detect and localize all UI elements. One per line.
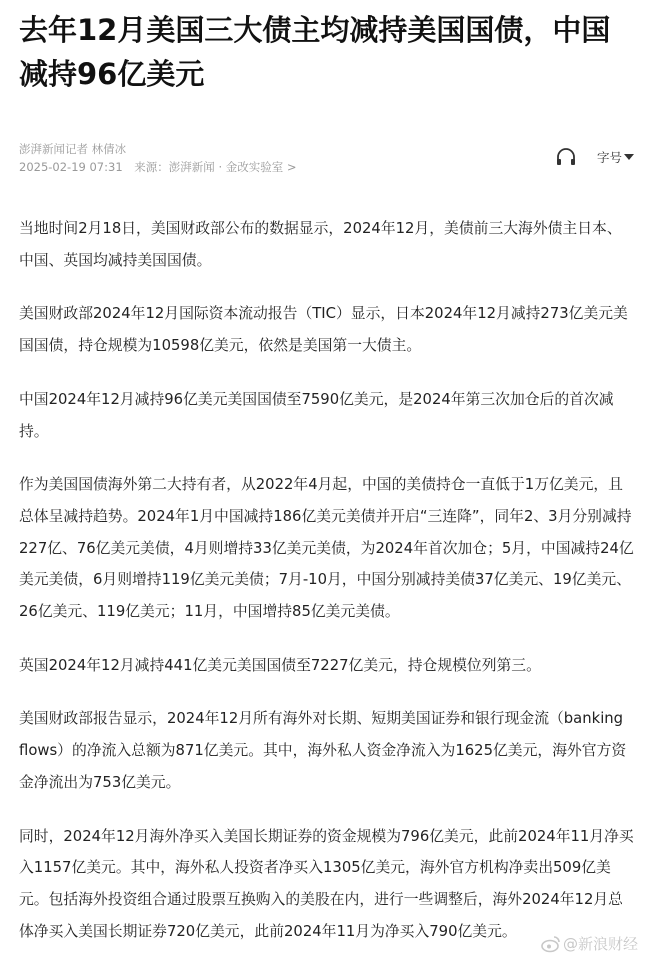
article-paragraph: 英国2024年12月减持441亿美元美国国债至7227亿美元，持仓规模位列第三。 [19,656,541,674]
article-actions [555,147,634,167]
article-paragraph: 作为美国国债海外第二大持有者，从2022年4月起，中国的美债持仓一直低于1万亿美元，且总体呈减持趋势。2024年1月中国减持186亿美元美债并开启“三连降”，同年2、3月分别减持227亿、76亿美元美债，4月则增持33亿美元美债，为2024年首次加仓；5月，中国减持24亿美元美债，6月则增持119亿美元美债；7月-10月，中国分别减持美债37亿美元、19亿美元、26亿美元、119亿美元；11月，中国增持85亿美元美债。 [19,476,634,621]
watermark [541,935,638,953]
author-line: 澎湃新闻记者 林倩冰 [19,142,127,156]
publish-datetime: 2025-02-19 07:31 [19,160,123,174]
article-paragraph: 当地时间2月18日，美国财政部公布的数据显示，2024年12月，美债前三大海外债主日本、中国、英国均减持美国国债。 [19,220,622,269]
font-size-label: 字号 [596,150,622,165]
article-paragraph: 美国财政部2024年12月国际资本流动报告（TIC）显示，日本2024年12月减持273亿美元美国国债，持仓规模为10598亿美元，依然是美国第一大债主。 [19,305,628,355]
article-paragraph: 同时，2024年12月海外净买入美国长期证券的资金规模为796亿美元，此前2024年11月净买入1157亿美元。其中，海外私人投资者净买入1305亿美元，海外官方机构净卖出509亿美元。包括海外投资组合通过股票互换购入的美股在内，进行一些调整后，海外2024年12月总体净买入美国长期证券720亿美元，此前2024年11月为净买入790亿美元。 [19,827,634,940]
caret-down-icon [624,154,634,160]
source-link[interactable]: 来源：澎湃新闻 · 金改实验室 > [134,160,297,174]
headphones-icon [555,147,577,167]
meta-row [19,158,305,176]
font-size-button[interactable] [597,148,634,166]
article-paragraph: 中国2024年12月减持96亿美元美国国债至7590亿美元，是2024年第三次加仓后的首次减持。 [19,390,614,440]
article-title: 去年12月美国三大债主均减持美国国债，中国减持96亿美元 [19,13,611,91]
weibo-logo-icon [541,935,561,953]
article-paragraph: 美国财政部报告显示，2024年12月所有海外对长期、短期美国证券和银行现金流（banking flows）的净流入总额为871亿美元。其中，海外私人资金净流入为1625亿美元，海外官方资金净流出为753亿美元。 [19,710,627,791]
article-meta [19,140,305,176]
article-body [19,213,635,969]
watermark-text: @新浪财经 [562,935,638,953]
listen-button[interactable] [555,147,577,167]
